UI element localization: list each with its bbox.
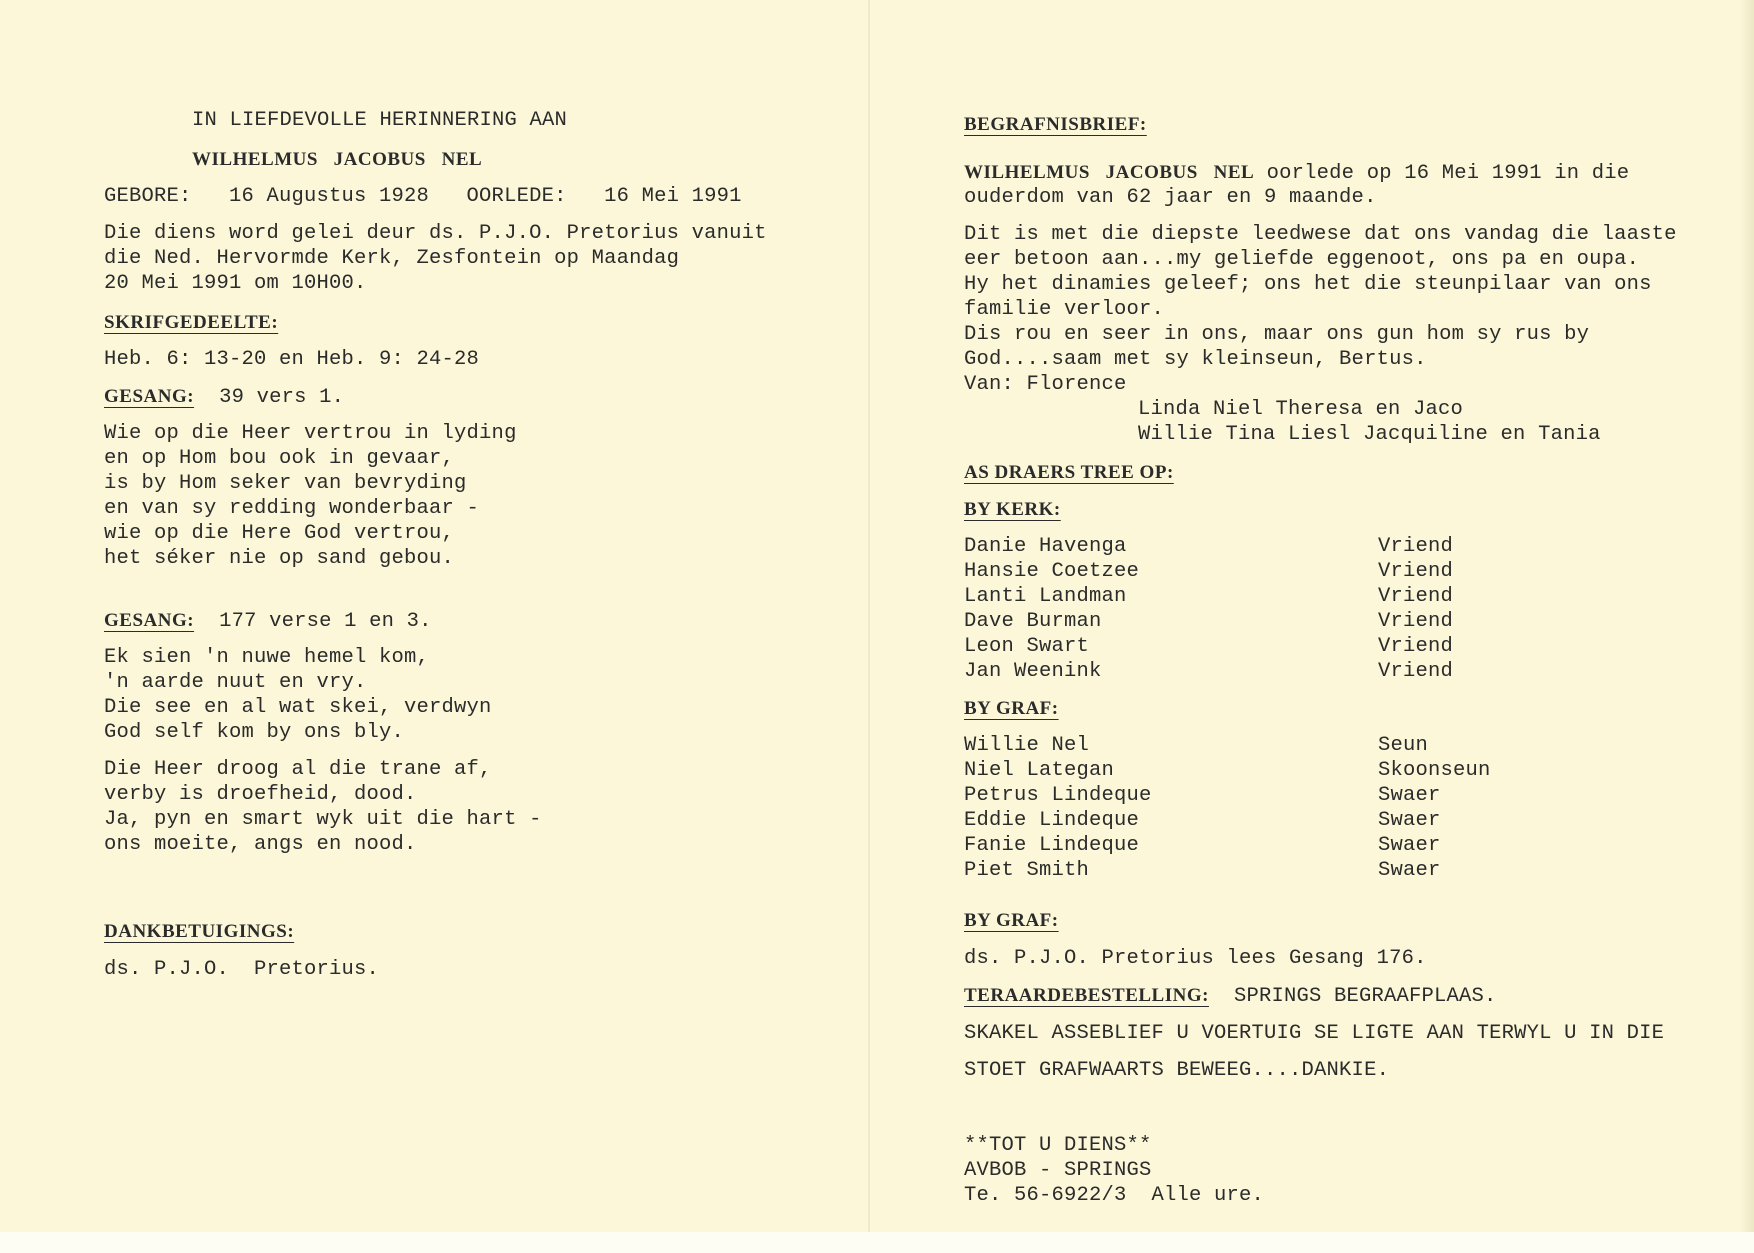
hymn1-title <box>104 384 344 410</box>
bearer-role: Vriend <box>1378 660 1454 683</box>
grave2-text: ds. P.J.O. Pretorius lees Gesang 176. <box>964 947 1427 970</box>
message-line: eer betoon aan...my geliefde eggenoot, ons pa en oupa. <box>964 248 1640 271</box>
grave-bearer-row <box>964 858 1441 883</box>
bearer-role: Seun <box>1378 734 1429 757</box>
church-bearer-row <box>964 559 1454 584</box>
hymn1-ref: 39 vers 1. <box>194 386 345 409</box>
bearer-name: Piet Smith <box>964 859 1090 882</box>
message-line: Van: Florence <box>964 373 1127 396</box>
paper-edge-shadow <box>1740 0 1754 1232</box>
hymn1-line: en op Hom bou ook in gevaar, <box>104 447 455 470</box>
thanks-heading: DANKBETUIGINGS: <box>104 921 295 942</box>
hymn2-line: Die Heer droog al die trane af, <box>104 758 492 781</box>
burial-place: SPRINGS BEGRAAFPLAAS. <box>1208 985 1497 1008</box>
hymn1-line: het séker nie op sand gebou. <box>104 547 455 570</box>
church-bearer-row <box>964 584 1454 609</box>
notice-line-1: SKAKEL ASSEBLIEF U VOERTUIG SE LIGTE AAN TERWYL U IN DIE <box>964 1022 1665 1045</box>
bearer-name: Eddie Lindeque <box>964 809 1140 832</box>
notice-line-2: STOET GRAFWAARTS BEWEEG....DANKIE. <box>964 1059 1390 1082</box>
memorial-heading: IN LIEFDEVOLLE HERINNERING AAN <box>192 109 568 132</box>
hymn2-line: Ja, pyn en smart wyk uit die hart - <box>104 808 542 831</box>
hymn1-line: Wie op die Heer vertrou in lyding <box>104 422 517 445</box>
grave2-heading: BY GRAF: <box>964 910 1059 931</box>
hymn1-line: wie op die Here God vertrou, <box>104 522 455 545</box>
hymn2-heading: GESANG: <box>104 610 195 631</box>
bearer-role: Vriend <box>1378 535 1454 558</box>
church-heading: BY KERK: <box>964 499 1061 520</box>
hymn2-line: 'n aarde nuut en vry. <box>104 671 367 694</box>
page-fold <box>868 0 870 1232</box>
bearer-name: Leon Swart <box>964 635 1090 658</box>
church-bearer-row <box>964 609 1454 634</box>
letter-line-2: ouderdom van 62 jaar en 9 maande. <box>964 186 1377 209</box>
bearer-name: Petrus Lindeque <box>964 784 1152 807</box>
message-line: familie verloor. <box>964 298 1165 321</box>
hymn1-heading: GESANG: <box>104 386 195 407</box>
grave-bearer-row <box>964 783 1441 808</box>
grave-bearer-row <box>964 833 1441 858</box>
family-line: Linda Niel Theresa en Jaco <box>1138 398 1464 421</box>
burial-heading: TERAARDEBESTELLING: <box>964 985 1209 1006</box>
letter-line-1 <box>964 160 1629 186</box>
message-line: God....saam met sy kleinseun, Bertus. <box>964 348 1427 371</box>
hymn1-line: en van sy redding wonderbaar - <box>104 497 480 520</box>
bearer-name: Fanie Lindeque <box>964 834 1140 857</box>
hymn2-line: Ek sien 'n nuwe hemel kom, <box>104 646 430 669</box>
service-line-1: Die diens word gelei deur ds. P.J.O. Pretorius vanuit <box>104 222 767 245</box>
bearer-role: Swaer <box>1378 809 1441 832</box>
bearer-name: Willie Nel <box>964 734 1090 757</box>
bearer-role: Swaer <box>1378 859 1441 882</box>
bearer-role: Skoonseun <box>1378 759 1491 782</box>
bearer-name: Hansie Coetzee <box>964 560 1140 583</box>
letter-line-1-rest: oorlede op 16 Mei 1991 in die <box>1254 162 1630 185</box>
bearer-role: Vriend <box>1378 560 1454 583</box>
bearer-name: Danie Havenga <box>964 535 1127 558</box>
hymn2-title <box>104 608 432 634</box>
hymn2-line: Die see en al wat skei, verdwyn <box>104 696 492 719</box>
deceased-name: WILHELMUS JACOBUS NEL <box>192 149 483 170</box>
undertaker-line: AVBOB - SPRINGS <box>964 1159 1152 1182</box>
hymn1-line: is by Hom seker van bevryding <box>104 472 467 495</box>
bearer-name: Lanti Landman <box>964 585 1127 608</box>
message-line: Dit is met die diepste leedwese dat ons vandag die laaste <box>964 223 1677 246</box>
letter-name: WILHELMUS JACOBUS NEL <box>964 162 1255 183</box>
burial-line <box>964 983 1497 1009</box>
church-bearer-row <box>964 634 1454 659</box>
bearer-role: Swaer <box>1378 784 1441 807</box>
service-line-3: 20 Mei 1991 om 10H00. <box>104 272 367 295</box>
hymn2-line: ons moeite, angs en nood. <box>104 833 417 856</box>
service-line-2: die Ned. Hervormde Kerk, Zesfontein op Maandag <box>104 247 680 270</box>
thanks-text: ds. P.J.O. Pretorius. <box>104 958 380 981</box>
grave-bearer-row <box>964 758 1491 783</box>
grave-bearer-row <box>964 808 1441 833</box>
bearer-role: Vriend <box>1378 635 1454 658</box>
undertaker-line: **TOT U DIENS** <box>964 1134 1152 1157</box>
bearer-name: Niel Lategan <box>964 759 1115 782</box>
bearer-role: Swaer <box>1378 834 1441 857</box>
hymn2-line: verby is droefheid, dood. <box>104 783 417 806</box>
grave-bearer-row <box>964 733 1429 758</box>
grave-heading: BY GRAF: <box>964 698 1059 719</box>
scripture-heading: SKRIFGEDEELTE: <box>104 312 279 333</box>
letter-heading: BEGRAFNISBRIEF: <box>964 114 1147 135</box>
bearer-role: Vriend <box>1378 585 1454 608</box>
bearer-role: Vriend <box>1378 610 1454 633</box>
hymn2-ref: 177 verse 1 en 3. <box>194 610 432 633</box>
message-line: Hy het dinamies geleef; ons het die steunpilaar van ons <box>964 273 1652 296</box>
hymn2-line: God self kom by ons bly. <box>104 721 405 744</box>
birth-death-dates: GEBORE: 16 Augustus 1928 OORLEDE: 16 Mei 1991 <box>104 185 742 208</box>
message-line: Dis rou en seer in ons, maar ons gun hom sy rus by <box>964 323 1590 346</box>
family-line: Willie Tina Liesl Jacquiline en Tania <box>1138 423 1601 446</box>
bearers-heading: AS DRAERS TREE OP: <box>964 462 1174 483</box>
church-bearer-row <box>964 659 1454 684</box>
bearer-name: Jan Weenink <box>964 660 1102 683</box>
undertaker-line: Te. 56-6922/3 Alle ure. <box>964 1184 1265 1207</box>
bearer-name: Dave Burman <box>964 610 1102 633</box>
scripture-text: Heb. 6: 13-20 en Heb. 9: 24-28 <box>104 348 480 371</box>
church-bearer-row <box>964 534 1454 559</box>
